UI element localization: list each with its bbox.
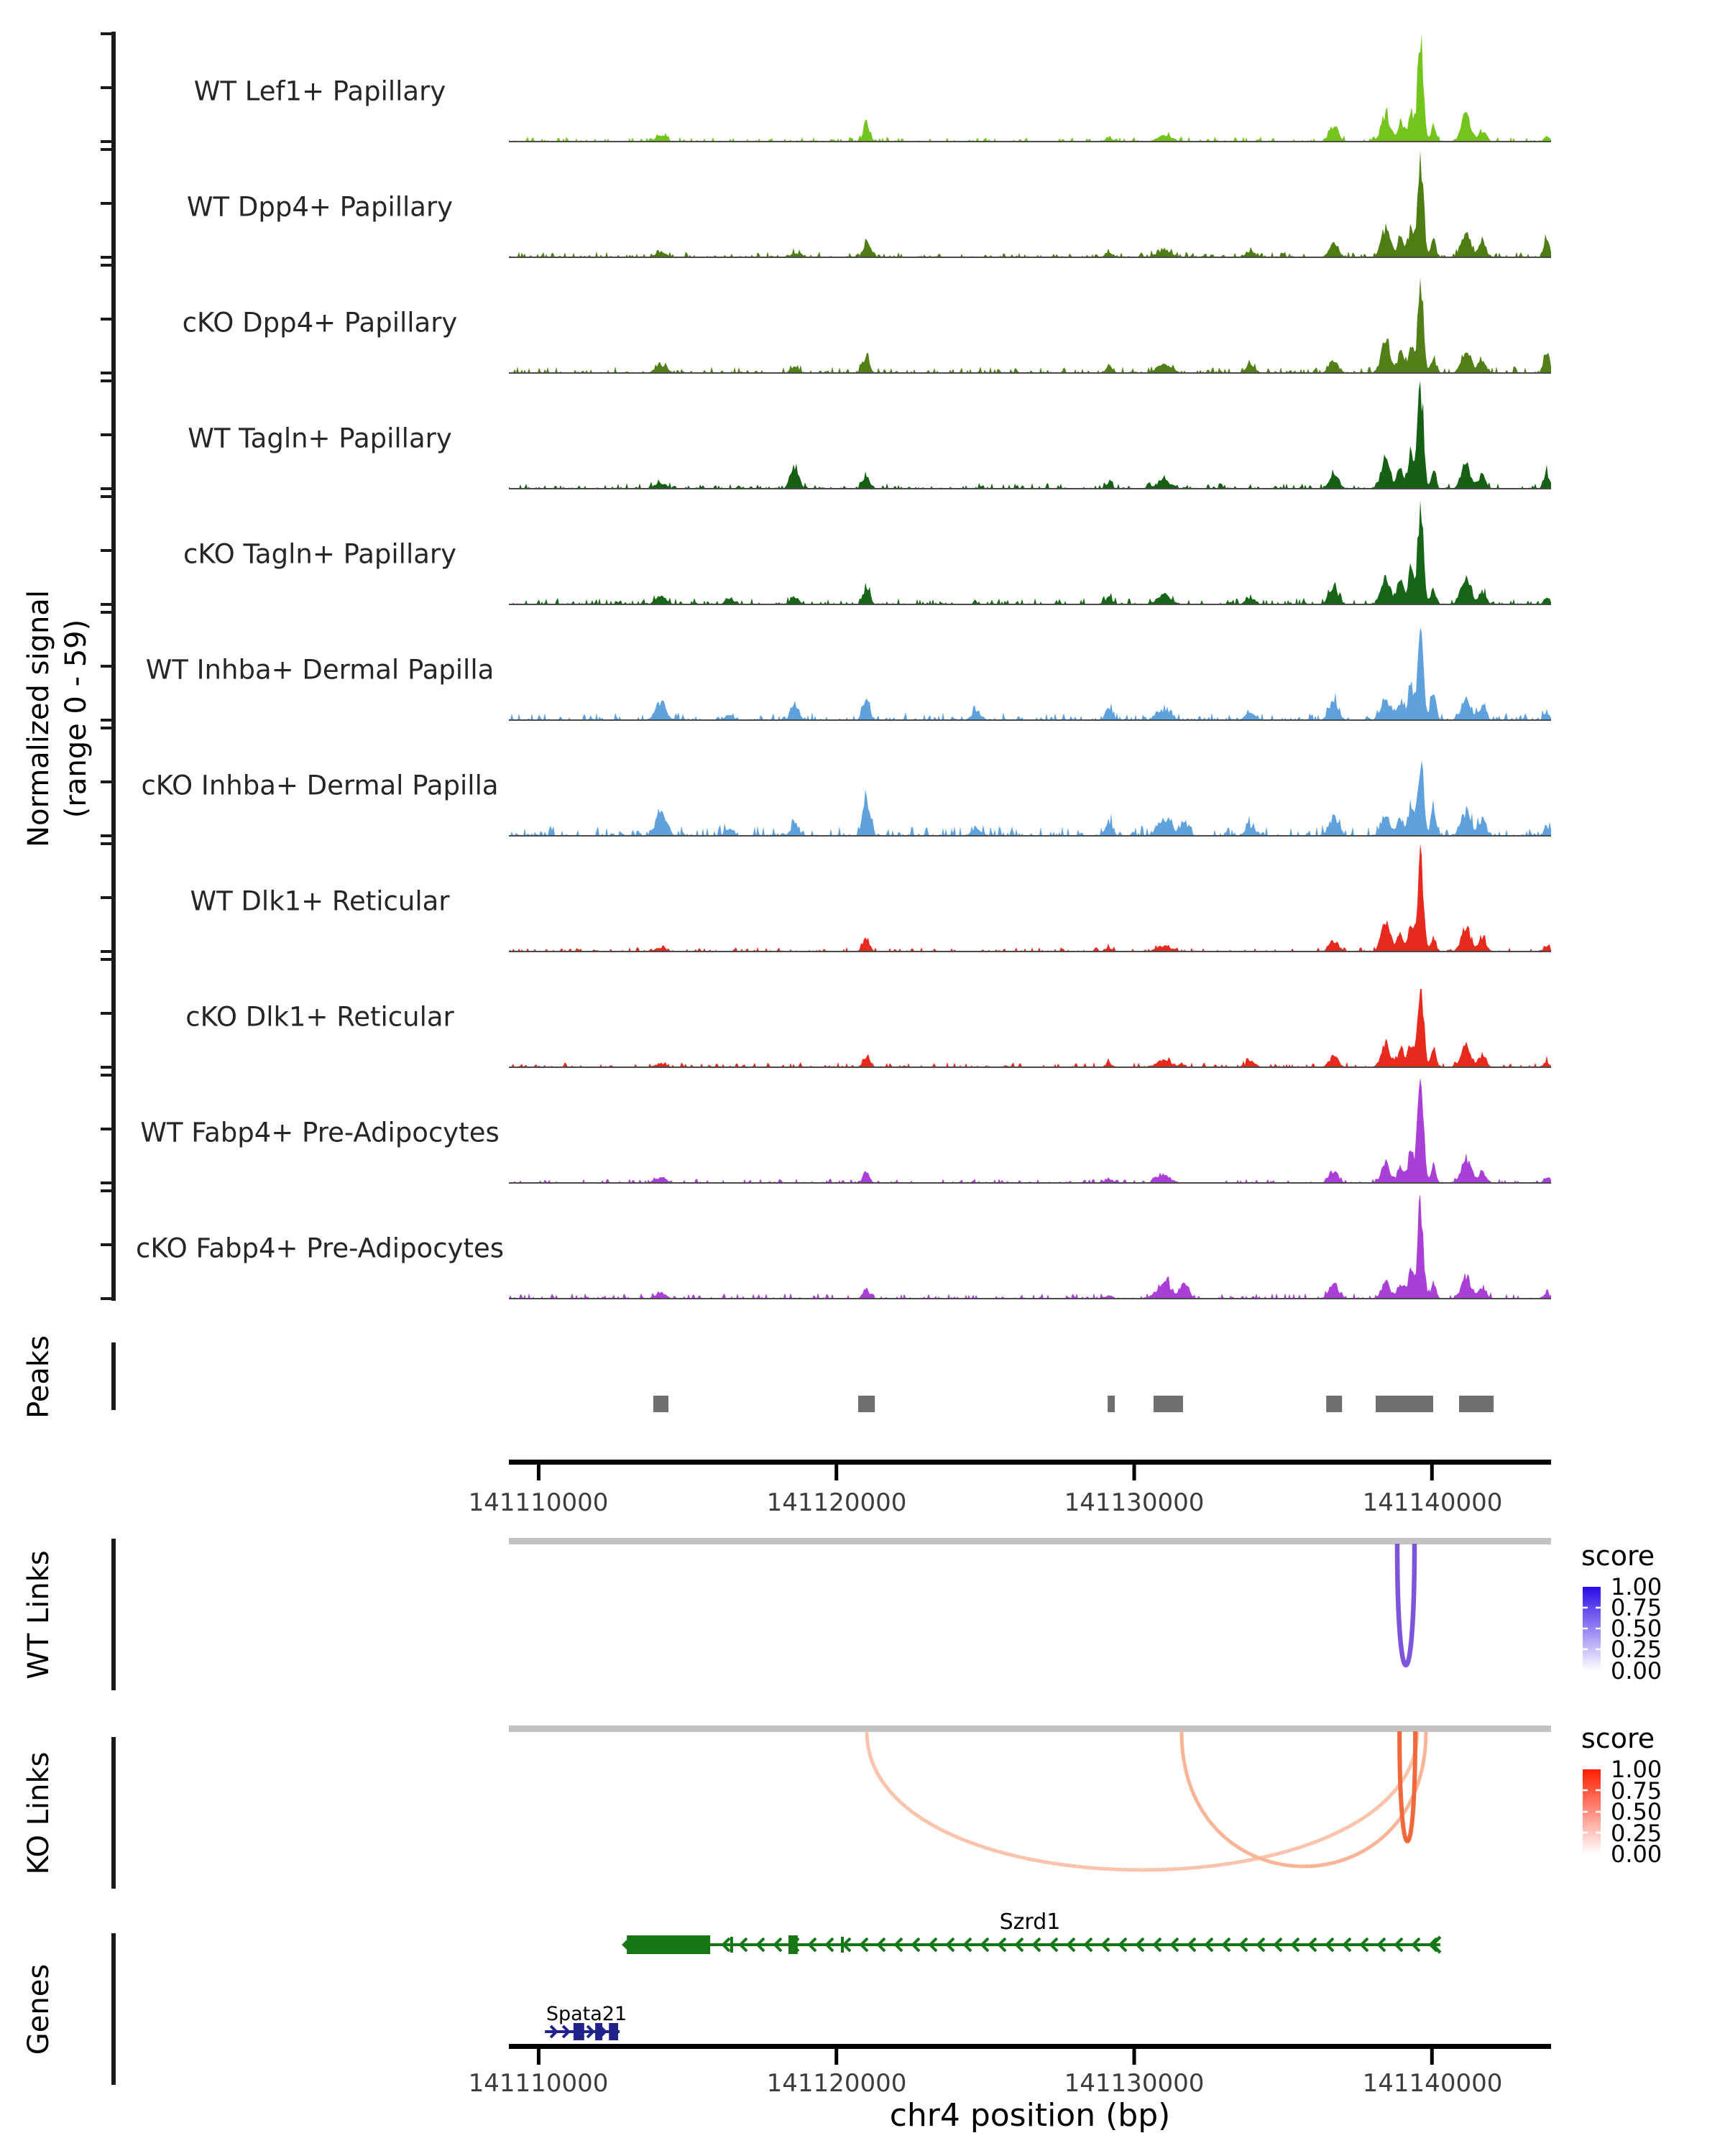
axis1-tick-4: 141140000 [1362, 1488, 1503, 1517]
peak-interval-box [1459, 1396, 1494, 1412]
ko-legend-num-3: 0.50 [1611, 1798, 1662, 1825]
row-label-wt-links: WT Links [22, 1550, 55, 1680]
rotated-labels [22, 590, 93, 2055]
axis1-tick-labels [469, 1488, 1503, 1517]
peak-interval-box [1376, 1396, 1433, 1412]
peaks-spine [111, 1342, 116, 1410]
wt-legend-num-3: 0.50 [1611, 1615, 1662, 1642]
x-axis-title: chr4 position (bp) [889, 2097, 1171, 2134]
track-label-3: cKO Dpp4+ Papillary [182, 307, 458, 338]
peak-interval-box [653, 1396, 668, 1412]
signal-area-8 [509, 989, 1551, 1067]
track-label-11: cKO Fabp4+ Pre-Adipocytes [135, 1233, 505, 1264]
wt-links-spine [111, 1539, 116, 1690]
wt-legend-num-1: 1.00 [1611, 1573, 1662, 1600]
track-labels [136, 76, 504, 1264]
ko-score-legend [1581, 1723, 1662, 1868]
gene-thin-exon-szrd1 [730, 1937, 733, 1953]
axis1-tick-2: 141120000 [766, 1488, 907, 1517]
ko-legend-num-2: 0.75 [1611, 1777, 1662, 1805]
row-label-ko-links: KO Links [22, 1751, 55, 1875]
track-label-10: WT Fabp4+ Pre-Adipocytes [140, 1117, 500, 1148]
wt-legend-num-4: 0.25 [1611, 1636, 1662, 1663]
track-label-8: WT Dlk1+ Reticular [190, 885, 450, 917]
y-axis-label-line2: (range 0 - 59) [60, 619, 93, 819]
peak-interval-box [1154, 1396, 1183, 1412]
axis1-tick-1: 141110000 [468, 1488, 609, 1517]
ko-legend-num-1: 1.00 [1611, 1756, 1662, 1783]
gene-labels [546, 1909, 1061, 2025]
track-label-6: WT Inhba+ Dermal Papilla [145, 654, 494, 686]
signal-area-0 [509, 34, 1551, 142]
signal-area-2 [509, 277, 1551, 373]
wt-score-legend [1581, 1540, 1662, 1685]
ko-link-arc [1399, 1731, 1415, 1841]
ko-legend-num-5: 0.00 [1611, 1841, 1662, 1868]
signal-area-7 [509, 844, 1551, 952]
wt-link-arc [1397, 1544, 1414, 1665]
track-label-7: cKO Inhba+ Dermal Papilla [141, 770, 499, 801]
y-axis-label-line1: Normalized signal [22, 590, 55, 847]
wt-links-baseline [509, 1538, 1551, 1544]
signal-area-6 [509, 760, 1551, 836]
peak-interval-box [858, 1396, 875, 1412]
ko-links-spine [111, 1737, 116, 1889]
gene-exon-szrd1 [627, 1935, 710, 1954]
signal-area-3 [509, 381, 1551, 489]
axis1-line [509, 1460, 1551, 1465]
peak-interval-box [1108, 1396, 1115, 1412]
wt-legend-title: score [1581, 1540, 1655, 1572]
peak-interval-box [1326, 1396, 1342, 1412]
axis1-tick-3: 141130000 [1064, 1488, 1205, 1517]
genes-spine [111, 1933, 116, 2085]
axis2-line [509, 2044, 1551, 2049]
signal-area-1 [509, 150, 1551, 257]
track-label-4: WT Tagln+ Papillary [188, 423, 452, 454]
signal-area-4 [509, 500, 1551, 604]
ko-legend-num-4: 0.25 [1611, 1820, 1662, 1847]
row-label-peaks: Peaks [22, 1335, 55, 1419]
ko-legend-title: score [1581, 1723, 1655, 1754]
wt-legend-num-2: 0.75 [1611, 1594, 1662, 1621]
gene-label-spata21: Spata21 [546, 2003, 627, 2025]
wt-legend-num-5: 0.00 [1611, 1657, 1662, 1685]
gene-label-szrd1: Szrd1 [999, 1909, 1061, 1935]
axis2-tick-1: 141110000 [468, 2069, 609, 2098]
ko-links-baseline [509, 1726, 1551, 1732]
chart-render-layer [101, 32, 1551, 2085]
signal-area-5 [509, 627, 1551, 720]
signal-area-9 [509, 1077, 1551, 1183]
axis2-tick-2: 141120000 [766, 2069, 907, 2098]
track-label-1: WT Lef1+ Papillary [193, 75, 446, 107]
ko-link-arc [867, 1731, 1417, 1870]
track-label-5: cKO Tagln+ Papillary [183, 538, 457, 570]
axis2-tick-3: 141130000 [1064, 2069, 1205, 2098]
row-label-genes: Genes [22, 1963, 55, 2055]
axis2-tick-4: 141140000 [1362, 2069, 1503, 2098]
axis2-tick-labels [469, 2069, 1503, 2134]
signal-area-10 [509, 1194, 1551, 1299]
track-label-2: WT Dpp4+ Papillary [186, 191, 454, 223]
track-label-9: cKO Dlk1+ Reticular [185, 1001, 454, 1033]
